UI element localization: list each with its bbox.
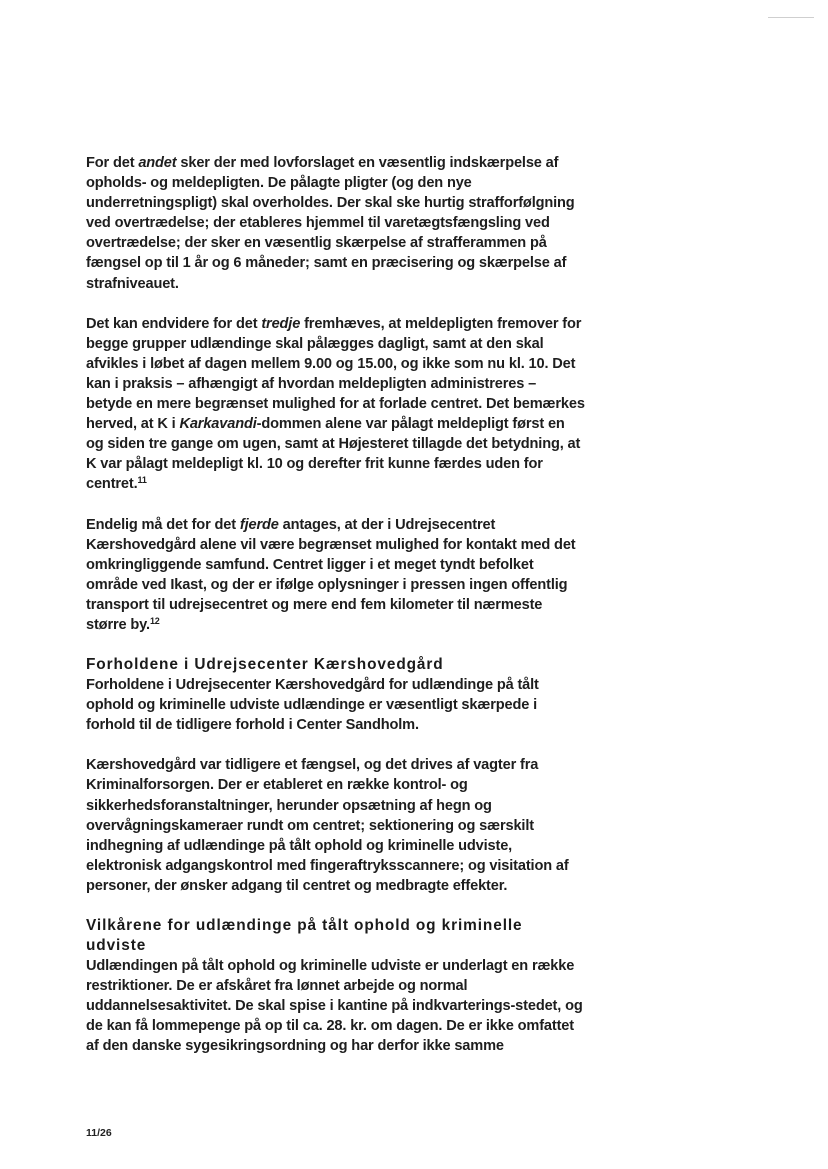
- emphasis-andet: andet: [138, 155, 177, 171]
- paragraph-kaershovedgaard: Kærshovedgård var tidligere et fængsel, og det drives af vagter fra Kriminalforsorgen. Der er etableret en række kontrol- og sikkerhedsforanstaltninger, herunder opsætning af hegn og overvågningskameraer rundt om centret; sektionering og særskilt indhegning af udlændinge på tålt ophold og kriminelle udviste, elektronisk adgangskontrol med fingeraftryksscannere; og visitation af personer, der ønsker adgang til centret og medbragte effekter.: [86, 757, 569, 894]
- paragraph-andet: For det andet sker der med lovforslaget en væsentlig indskærpelse af opholds- og meldepligten. De pålagte pligter (og den nye underretningspligt) skal overholdes. Der skal ske hurtig strafforfølgning ved overtrædelse; der etableres hjemmel til varetægtsfængsling ved overtrædelse; der sker en væsentlig skærpelse af strafferammen på fængsel op til 1 år og 6 måneder; samt en præcisering og skærpelse af strafniveauet.: [86, 155, 575, 292]
- footnote-ref-12: 12: [149, 615, 160, 626]
- section-heading-vilkaarene: Vilkårene for udlændinge på tålt ophold og kriminelle udviste: [86, 917, 523, 954]
- paragraph-tredje: Det kan endvidere for det tredje fremhæves, at meldepligten fremover for begge grupper udlændinge skal pålægges dagligt, samt at den skal afvikles i løbet af dagen mellem 9.00 og 15.00, og ikke som nu kl. 10. Det kan i praksis – afhængigt af hvordan meldepligten administreres – betyde en mere begrænset mulighed for at forlade centret. Det bemærkes herved, at K i Karkavandi-dommen alene var pålagt meldepligt først en og siden tre gange om ugen, samt at Højesteret tillagde det betydning, at K var pålagt meldepligt kl. 10 og derefter frit kunne færdes uden for centret.$^{11}$: [86, 315, 585, 493]
- emphasis-tredje: tredje: [261, 315, 301, 332]
- emphasis-karkavandi: Karkavandi: [179, 416, 257, 433]
- page-number: 11/26: [86, 1127, 112, 1139]
- document-body: [86, 153, 586, 1056]
- footnote-ref-11: 11: [137, 475, 147, 486]
- emphasis-fjerde: fjerde: [239, 516, 279, 533]
- section-heading-forholdene: Forholdene i Udrejsecenter Kærshovedgård: [86, 656, 444, 674]
- paragraph-fjerde: Endelig må det for det fjerde antages, at der i Udrejsecentret Kærshovedgård alene vil være begrænset mulighed for kontakt med det omkringliggende samfund. Centret ligger i et meget tyndt befolket område ved Ikast, og der er ifølge oplysninger i pressen ingen offentlig transport til udrejsecentret og mere end fem kilometer til nærmeste større by.$^{12}$: [86, 516, 576, 633]
- paragraph-vilkaarene: Udlændingen på tålt ophold og kriminelle udviste er underlagt en række restriktioner. De er afskåret fra lønnet arbejde og normal uddannelsesaktivitet. De skal spise i kantine på indkvarterings-stedet, og de kan få lommepenge på op til ca. 28. kr. om dagen. De er ikke omfattet af den danske sygesikringsordning og har derfor ikke samme: [86, 958, 583, 1055]
- scan-mark: [768, 17, 814, 18]
- paragraph-forholdene: Forholdene i Udrejsecenter Kærshovedgård for udlændinge på tålt ophold og kriminelle udviste udlændinge er væsentligt skærpede i forhold til de tidligere forhold i Center Sandholm.: [86, 677, 539, 734]
